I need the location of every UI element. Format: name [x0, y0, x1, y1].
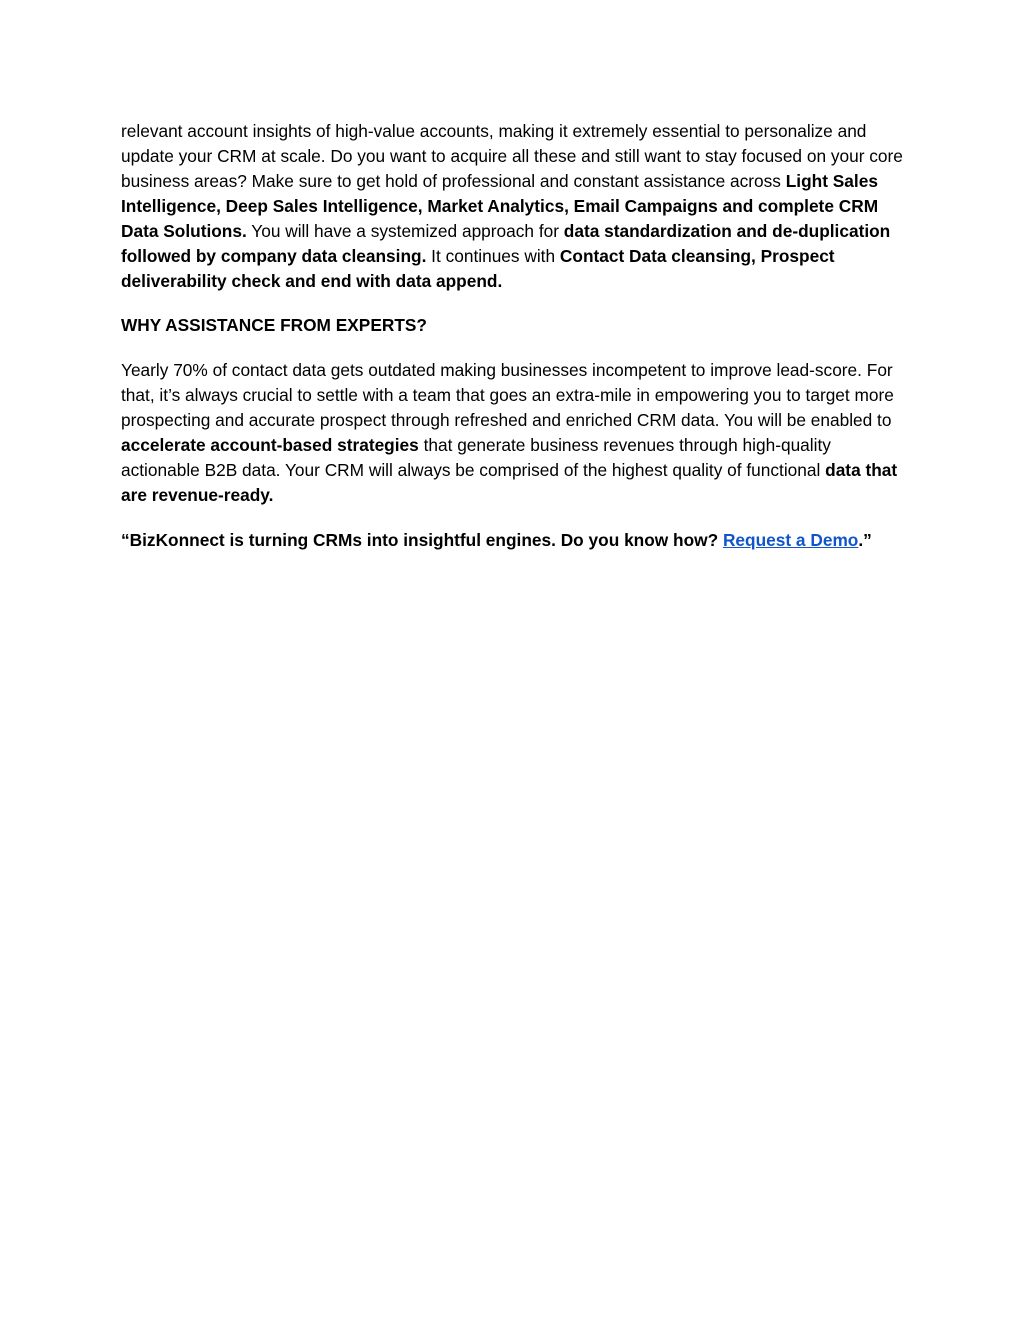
bold-text: accelerate account-based strategies	[121, 435, 419, 455]
section-heading: WHY ASSISTANCE FROM EXPERTS?	[121, 315, 427, 335]
bold-text: data standardization and de-duplication followed by company data cleansing.	[121, 221, 891, 266]
quote-end: .”	[858, 530, 872, 550]
paragraph-text: Yearly 70% of contact data gets outdated making businesses incompetent to improve lead-score. For that, it’s always crucial to settle with a team that goes an extra-mile in empowering you to target more prospecting and accurate prospect through refreshed and enriched CRM data. You will be enabled to	[121, 360, 894, 430]
paragraph-text: It continues with	[426, 246, 560, 266]
request-demo-link[interactable]: Request a Demo	[722, 530, 859, 550]
paragraph-text: You will have a systemized approach for	[246, 221, 564, 241]
bold-text: Contact Data cleansing, Prospect deliverability check and end with data append.	[121, 246, 835, 291]
paragraph-text: that generate business revenues through high-quality actionable B2B data. Your CRM will always be comprised of the highest quality of functional	[121, 435, 831, 480]
paragraph-crm-solutions	[121, 119, 911, 294]
paragraph-why-experts	[121, 358, 911, 508]
bold-text: Light Sales Intelligence, Deep Sales Intelligence, Market Analytics, Email Campaigns and complete CRM Data Solutions.	[121, 171, 879, 241]
closing-quote	[121, 528, 911, 553]
document-body	[121, 119, 911, 553]
bold-text: data that are revenue-ready.	[121, 460, 898, 505]
quote-text: “BizKonnect is turning CRMs into insightful engines. Do you know how?	[121, 530, 723, 550]
paragraph-text: relevant account insights of high-value accounts, making it extremely essential to personalize and update your CRM at scale. Do you want to acquire all these and still want to stay focused on your core business areas? Make sure to get hold of professional and constant assistance across	[121, 121, 903, 191]
